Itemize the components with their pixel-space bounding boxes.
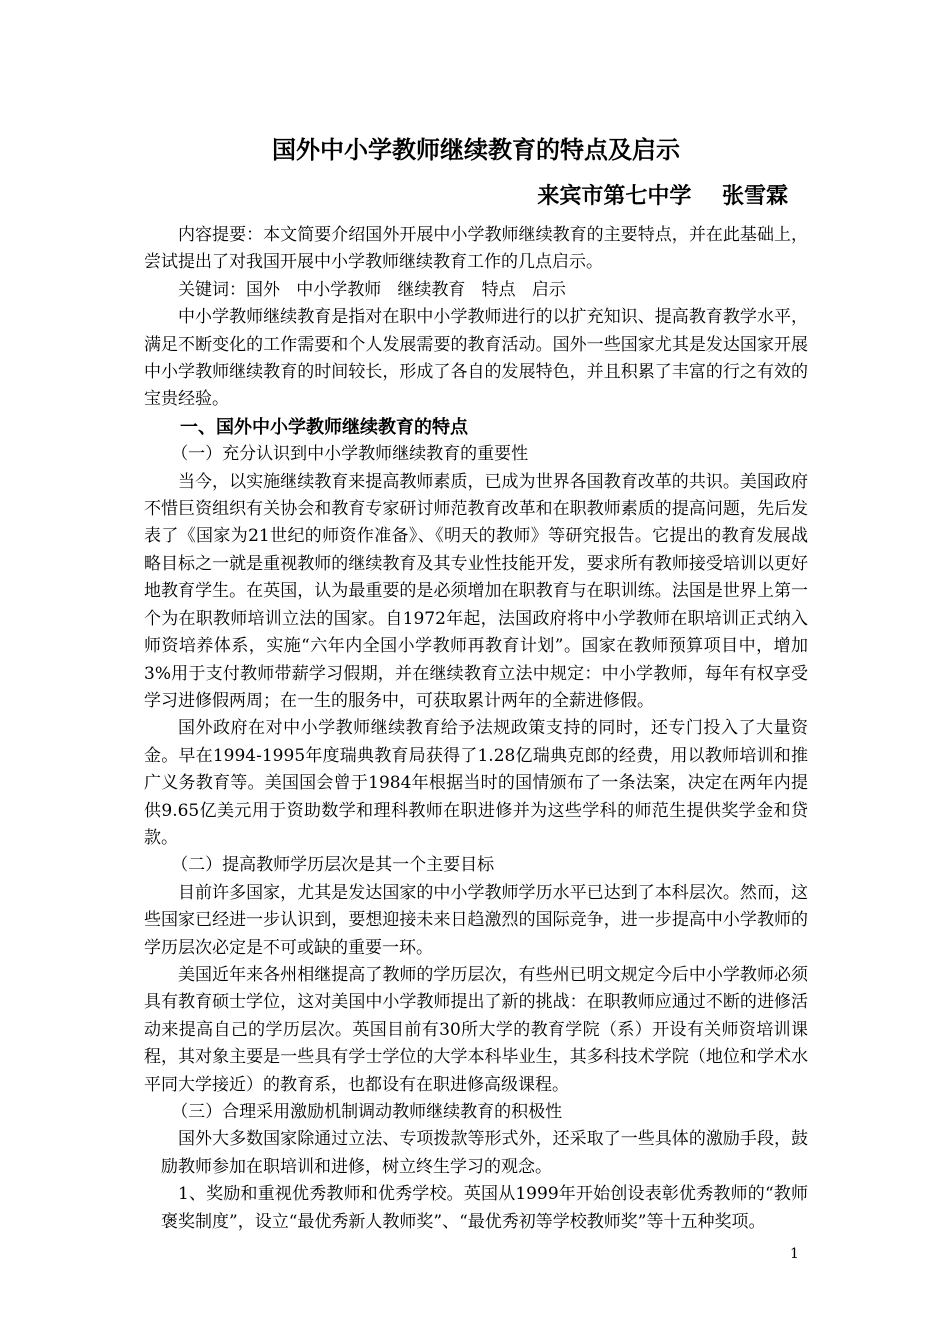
subsection-heading-3: （三）合理采用激励机制调动教师继续教育的积极性 bbox=[171, 1102, 563, 1122]
subsection-heading-1: （一）充分认识到中小学教师继续教育的重要性 bbox=[171, 444, 529, 465]
body-paragraph: 目前许多国家，尤其是发达国家的中小学教师学历水平已达到了本科层次。然而，这些国家已经进一步认识到，要想迎接未来日趋激烈的国际竞争，进一步提高中小学教师的学历层次必定是不可或缺的重要一环。 bbox=[144, 882, 808, 958]
body-paragraph: 美国近年来各州相继提高了教师的学历层次，有些州已明文规定今后中小学教师必须具有教育硕士学位，这对美国中小学教师提出了新的挑战：在职教师应通过不断的进修活动来提高自己的学历层次。英国目前有30所大学的教育学院（系）开设有关师资培训课程，其对象主要是一些具有学士学位的大学本科毕业生，其多科技术学院（地位和学术水平同大学接近）的教育系，也都设有在职进修高级课程。 bbox=[144, 964, 808, 1095]
keywords-paragraph: 关键词：国外 中小学教师 继续教育 特点 启示 bbox=[178, 279, 566, 300]
document-body bbox=[144, 132, 808, 1236]
body-paragraph: 国外大多数国家除通过立法、专项拨款等形式外，还采取了一些具体的激励手段，鼓励教师参加在职培训和进修，树立终生学习的观念。 bbox=[161, 1129, 808, 1177]
abstract-paragraph: 内容提要：本文简要介绍国外开展中小学教师继续教育的主要特点，并在此基础上，尝试提出了对我国开展中小学教师继续教育工作的几点启示。 bbox=[144, 225, 808, 273]
document-title: 国外中小学教师继续教育的特点及启示 bbox=[272, 136, 680, 164]
intro-paragraph: 中小学教师继续教育是指对在职中小学教师进行的以扩充知识、提高教育教学水平，满足不断变化的工作需要和个人发展需要的教育活动。国外一些国家尤其是发达国家开展中小学教师继续教育的时间较长，形成了各自的发展特色，并且积累了丰富的行之有效的宝贵经验。 bbox=[144, 307, 808, 410]
subsection-heading-2: （二）提高教师学历层次是其一个主要目标 bbox=[171, 855, 495, 876]
body-paragraph: 当今，以实施继续教育来提高教师素质，已成为世界各国教育改革的共识。美国政府不惜巨资组织有关协会和教育专家研讨师范教育改革和在职教师素质的提高问题，先后发表了《国家为21世纪的师资作准备》、《明天的教师》等研究报告。它提出的教育发展战略目标之一就是重视教师的继续教育及其专业性技能开发，要求所有教师接受培训以更好地教育学生。在英国，认为最重要的是必须增加在职教育与在职训练。法国是世界上第一个为在职教师培训立法的国家。自1972年起，法国政府将中小学教师在职培训正式纳入师资培养体系，实施“六年内全国小学教师再教育计划”。国家在教师预算项目中，增加3%用于支付教师带薪学习假期，并在继续教育立法中规定：中小学教师，每年有权享受学习进修假两周；在一生的服务中，可获取累计两年的全薪进修假。 bbox=[144, 471, 808, 711]
document-author: 来宾市第七中学 张雪霖 bbox=[537, 184, 788, 209]
page-number: 1 bbox=[790, 1246, 799, 1262]
body-paragraph: 1、奖励和重视优秀教师和优秀学校。英国从1999年开始创设表彰优秀教师的“教师褒奖制度”，设立“最优秀新人教师奖”、“最优秀初等学校教师奖”等十五种奖项。 bbox=[161, 1184, 808, 1232]
body-paragraph: 国外政府在对中小学教师继续教育给予法规政策支持的同时，还专门投入了大量资金。早在1994-1995年度瑞典教育局获得了1.28亿瑞典克郎的经费，用以教师培训和推广义务教育等。美国国会曾于1984年根据当时的国情颁布了一条法案，决定在两年内提供9.65亿美元用于资助数学和理科教师在职进修并为这些学科的师范生提供奖学金和贷款。 bbox=[144, 718, 808, 848]
section-heading-1: 一、国外中小学教师继续教育的特点 bbox=[180, 416, 468, 438]
